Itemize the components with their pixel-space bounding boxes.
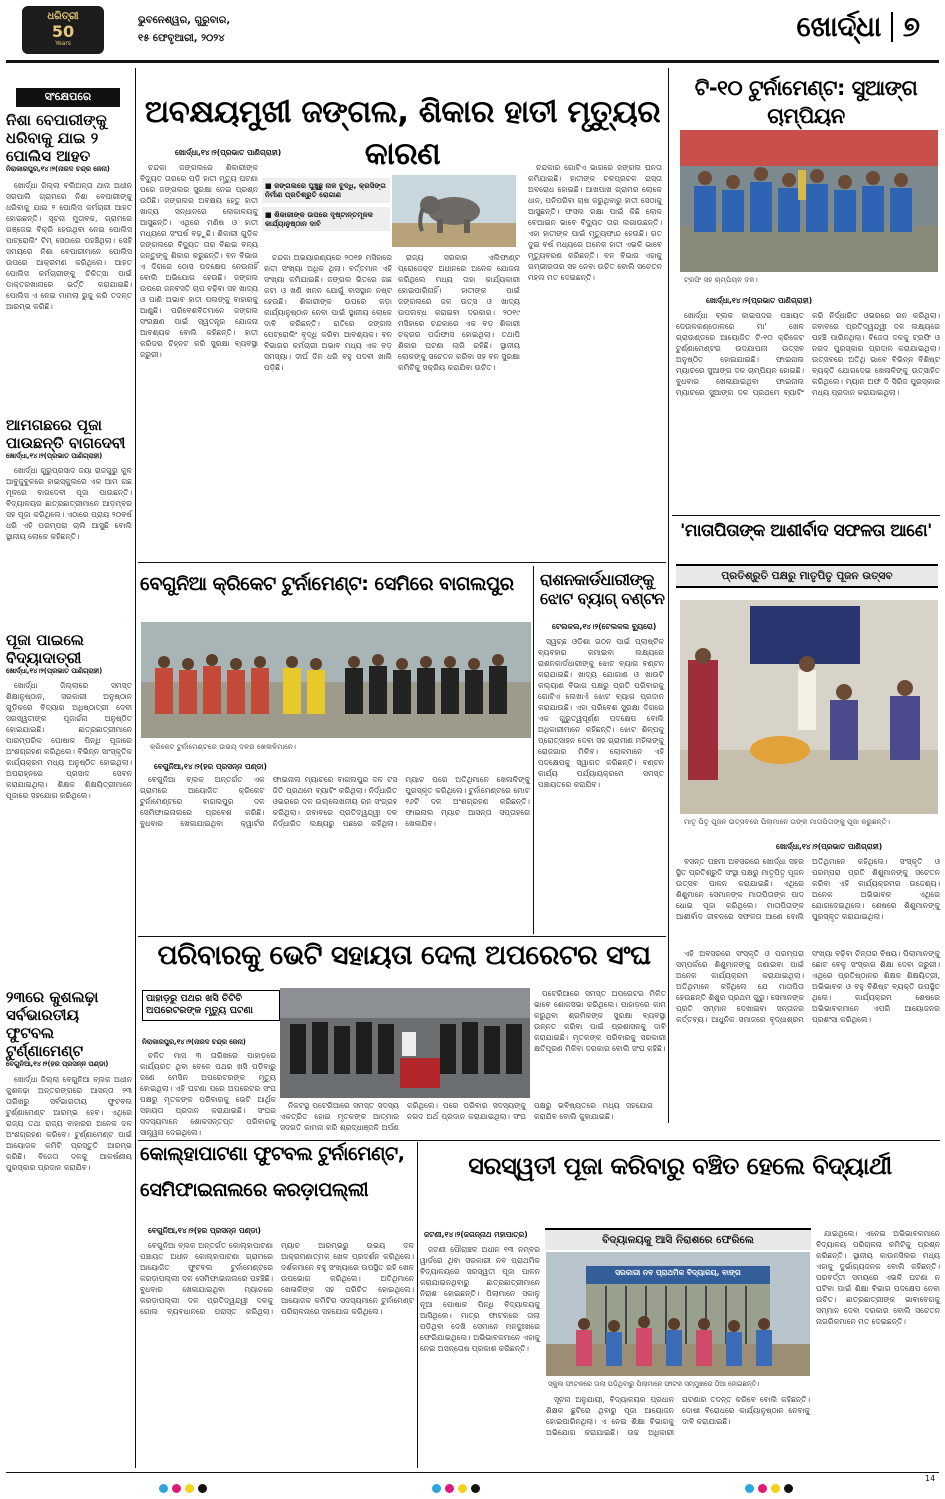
family-photo — [280, 988, 530, 1098]
brief-headline-1: ନିଶା ବେପାରୀଙ୍କୁ ଧରିବାକୁ ଯାଇ ୨ ପୋଲିସ ଆହତ — [6, 110, 107, 165]
saraswati-headline: ସରସ୍ୱତୀ ପୂଜା କରିବାରୁ ବଞ୍ଚିତ ହେଲେ ବିଦ୍ୟାର୍ଥୀ — [468, 1152, 892, 1180]
family-body-1-text: ଚଳିତ ମାସ ୩ ତାରିଖରେ ପାହାଡ଼ରେ କାର୍ଯ୍ୟରତ ଥିବା ବେଳେ ପଥର ଖସି ପଡ଼ିବାରୁ ଜଣେ ମେସିନ ଅପରେଟରଙ୍କ ମୃତ୍ୟୁ ହୋଇଥିଲା। ଏହି ଘଟଣା ପରେ ଅପରେଟର ସଂଘ ପକ୍ଷରୁ ମୃତକଙ୍କ ପରିବାରକୁ ଭେଟି ଆର୍ଥିକ ସହାୟତା ପ୍ରଦାନ କରାଯାଇଛି। ସଂଘର ସଦସ୍ୟମାନେ ଶୋକସନ୍ତପ୍ତ ପରିବାରକୁ ସାନ୍ତ୍ୱନା ଦେଇଥିଲେ। — [140, 1051, 276, 1137]
family-body-3-text: ପଟେରିଆରେ ସମସ୍ତ ଅପରେଟର ମିଳିତ ଭାବେ ଶୋକସଭା କରିଥିଲେ। ପାହାଡ଼ରେ କାମ କରୁଥିବା ଶ୍ରମିକଙ୍କ ସୁରକ୍ଷା ବ୍ୟବସ୍ଥା ଉନ୍ନତ କରିବା ପାଇଁ ପ୍ରଶାସନକୁ ଦାବି କରାଯାଇଛି। ମୃତକଙ୍କ ପରିବାରକୁ ସରକାରୀ କ୍ଷତିପୂରଣ ମିଳିବା ଦରକାର ବୋଲି ସଂଘ କହିଛି। — [534, 989, 666, 1053]
registration-marks — [0, 1484, 945, 1496]
reg-magenta-dot — [172, 1484, 181, 1493]
begunia-body — [140, 774, 530, 934]
brief-body-2-text: ଖୋର୍ଦ୍ଧା ଗୁରୁପ୍ରସାଦ ଜୟା ରାଜଗୁରୁ କୁଳ ଆବୁଜୁବୁଳରେ ହାଇସ୍କୁଲରେ ଏକ ଆମ ଗଛ ମୂଳରେ ବାଗଦେବୀ ପୂଜା ପାଉଛନ୍ତି। ବିଦ୍ୟାଳୟର ଛାତ୍ରଛାତ୍ରୀମାନେ ଆଡ଼ମ୍ବର ସହ ପୂଜା କରିଥିଲେ। ଏଠାରେ ପ୍ରାୟ ୨୦ବର୍ଷ ଧରି ଏହି ପରମ୍ପରା ଚାଲି ଆସୁଛି ବୋଲି ସ୍ଥାନୀୟ ଲୋକେ କହିଛନ୍ତି। — [6, 466, 132, 542]
lead-col-2-text: ଚନ୍ଦକା ଅଭୟାରଣ୍ୟରେ ୨୦୧୭ ମସିହାରେ ହାତୀ ସଂଖ୍ୟା ଅଧିକ ଥିଲା। ବର୍ତ୍ତମାନ ଏହି ସଂଖ୍ୟା କମିଯାଇଛି। ଜଙ୍ଗଲ ଭିତରେ ଗଛ କଟା ଓ ଖଣି ଖନନ ଯୋଗୁଁ ବାସସ୍ଥାନ ନଷ୍ଟ ହେଉଛି। ଶିକାରୀଙ୍କ ଉପରେ କଡ଼ା କାର୍ଯ୍ୟାନୁଷ୍ଠାନ ନେବା ପାଇଁ ସ୍ଥାନୀୟ ଲୋକେ ଦାବି କରିଛନ୍ତି। ରାତିରେ ଜଙ୍ଗଲ ପେଟ୍ରୋଲିଂ ବୃଦ୍ଧି କରିବା ଆବଶ୍ୟକ। ବନ ବିଭାଗର କର୍ମଚାରୀ ଅଭାବ ମଧ୍ୟ ଏକ ବଡ଼ ସମସ୍ୟା। ଦୀର୍ଘ ଦିନ ଧରି ବହୁ ପଦବୀ ଖାଲି ପଡ଼ିଛି। — [264, 253, 392, 372]
lead-col-4 — [528, 162, 662, 557]
saraswati-body-3-text: ଯାଇଥିଲେ। ଏନେଇ ଅଭିଭାବକମାନେ ବିଦ୍ୟାଳୟ ପରିଚାଳନା କମିଟିକୁ ପ୍ରଶ୍ନ କରିଛନ୍ତି। ସ୍ଥାନୀୟ କାଉନସିଲର ମଧ୍ୟ ଏହାକୁ ଦୁର୍ଭାଗ୍ୟଜନକ ବୋଲି କହିଛନ୍ତି। ପରବର୍ତ୍ତୀ ସମୟରେ ଏଭଳି ଘଟଣା ନ ଘଟିବା ପାଇଁ ଶିକ୍ଷା ବିଭାଗ ପଦକ୍ଷେପ ନେବା ଉଚିତ। ଛାତ୍ରଛାତ୍ରୀଙ୍କ ଭାବାବେଗକୁ ସମ୍ମାନ ଦେବା ଦରକାର ବୋଲି ସଚେତନ ନାଗରିକମାନେ ମତ ଦେଇଛନ୍ତି। — [816, 1229, 940, 1326]
cricket-teams-photo — [141, 622, 531, 738]
lead-bullet-1: ■ ଜଙ୍ଗଲରେ ଘୁଞ୍ଚୁଛୁ ନାଳ ବୁଦ୍ଧି, କ୍ରସିଙ୍ଗ ନିର୍ମାଣ ପ୍ରତିଶ୍ରୁତି ରୋଗାଣ — [262, 178, 390, 203]
reg-black-dot-3 — [784, 1484, 793, 1493]
sidebar-label-text: ସଂକ୍ଷେପରେ — [44, 90, 92, 103]
section-box — [783, 4, 933, 50]
family-subhead: ପାହାଡ଼ରୁ ପଥର ଖସି ଚିଟିଚି ଅପରେଟରଙ୍କ ମୃତ୍ୟୁ ଘଟଣା — [142, 990, 280, 1021]
brief-body-4-text: ଖୋର୍ଦ୍ଧା ଜିଲ୍ଲା ବେଗୁନିଆ ବ୍ଲକ ଅଧୀନ କୁଶଳଢ଼ା ଅନ୍ତରଙ୍ଗରେ ଆସନ୍ତା ୨୩ ତାରିଖରୁ ସର୍ବଭାରତୀୟ ଫୁଟବଲ ଟୁର୍ଣ୍ଣାମେଣ୍ଟ ଆରମ୍ଭ ହେବ। ଏଥିରେ ରାଜ୍ୟ ତଥା ରାଜ୍ୟ ବାହାରର ଅନେକ ଦଳ ଅଂଶଗ୍ରହଣ କରିବେ। ଟୁର୍ଣ୍ଣାମେଣ୍ଟ ପାଇଁ ଆୟୋଜକ କମିଟି ପ୍ରସ୍ତୁତି ଆରମ୍ଭ କରିଛି। ବିଜେତା ଦଳକୁ ଆକର୍ଷଣୀୟ ପୁରସ୍କାର ପ୍ରଦାନ କରାଯିବ। — [6, 1074, 132, 1172]
matapita-caption: ମାତୃ ପିତୃ ପୂଜନ ଉତ୍ସବରେ ପିଲାମାନେ ତାଙ୍କ ମାତାପିତାଙ୍କୁ ପୂଜା କରୁଛନ୍ତି। — [684, 817, 890, 826]
family-byline: ନିରାକାରପୁର,୧୪।୨(ନାରଦ ଚନ୍ଦ୍ର ଜେନା) — [142, 1038, 246, 1046]
reg-cyan-dot — [159, 1484, 168, 1493]
saraswati-subhead — [545, 1228, 811, 1250]
sidebar-label — [16, 88, 120, 107]
right-col-rule — [668, 68, 669, 1123]
t10-byline: ଖୋର୍ଦ୍ଧା,୧୪।୨(ପ୍ରଭାତ ପାଣିଗ୍ରାହୀ) — [706, 296, 813, 305]
t10-headline: ଟି-୧୦ ଟୁର୍ନାମେଣ୍ଟ: ସୁଆଙ୍ଗ ଚାମ୍ପିୟନ — [694, 76, 918, 129]
kolhapatna-byline: ବେଗୁନିଆ,୧୪।୨(ହର ପ୍ରସନ୍ନ ପଣ୍ଡା) — [148, 1226, 261, 1235]
matapita-banner-text: ପ୍ରତିଶ୍ରୁତି ପକ୍ଷରୁ ମାତୃପିତୃ ପୂଜନ ଉତ୍ସବ — [721, 570, 893, 582]
lead-col-3 — [398, 252, 520, 557]
reg-cyan-dot-3 — [745, 1484, 754, 1493]
masthead — [0, 0, 945, 62]
place-day: ଭୁବନେଶ୍ୱର, ଗୁରୁବାର, — [138, 15, 231, 26]
anniversary-logo — [22, 6, 104, 54]
matapita-banner — [676, 564, 938, 588]
lead-col-2 — [264, 252, 392, 557]
matapita-byline: ଖୋର୍ଦ୍ଧା,୧୪।୨(ପ୍ରଭାତ ପାଣିଗ୍ରାହୀ) — [776, 842, 883, 851]
lead-col-1 — [140, 162, 258, 557]
puja-ceremony-photo — [680, 600, 938, 814]
family-body-3 — [534, 988, 666, 1136]
begunia-caption: କ୍ରିକେଟ ଟୁର୍ନାମେଣ୍ଟରେ ଉଭୟ ଦଳର ଖେଳାଳିମାନେ। — [150, 742, 297, 751]
saraswati-caption: ସ୍କୁଲ ଫାଟକରେ ତାଲା ପଡ଼ିଥିବାରୁ ପିଲାମାନେ ଫାଟକ ସମ୍ମୁଖରେ ଠିଆ ହୋଇଛନ୍ତି। — [548, 1380, 760, 1388]
elephant-illustration — [392, 175, 516, 247]
brief-byline-4: ବେଗୁନିଆ,୧୪।୨(ହର ପ୍ରସନ୍ନ ପଣ୍ଡା) — [6, 1060, 109, 1069]
logo-text: ଧରିତ୍ରୀ — [47, 11, 79, 22]
begunia-body-text: ବେଗୁନିଆ ବ୍ଲକ ଅନ୍ତର୍ଗତ ଏକ ଗ୍ରାମରେ ଆୟୋଜିତ କ୍ରିକେଟ ଟୁର୍ନାମେଣ୍ଟରେ ବାଗଲପୁର ଦଳ ସେମିଫାଇନାଲରେ ପ୍ରବେଶ କରିଛି। ବୁଧବାର ଖେଳାଯାଇଥିବା କ୍ୱାର୍ଟର ଫାଇନାଲ ମ୍ୟାଚରେ ବାଗଲପୁର ଦଳ ଟସ ଜିତି ପ୍ରଥମେ ବ୍ୟାଟିଂ କରିଥିଲା। ନିର୍ଦ୍ଧାରିତ ଓଭରରେ ଦଳ ଉଲ୍ଲେଖନୀୟ ରନ ସଂଗ୍ରହ କରିଥିଲା। ଜବାବରେ ପ୍ରତିଦ୍ୱନ୍ଦ୍ୱୀ ଦଳ ନିର୍ଦ୍ଧାରିତ ଲକ୍ଷ୍ୟରୁ ପଛରେ ରହିଥିଲା। ମ୍ୟାଚ ପରେ ଅତିଥିମାନେ ଖେଳାଳିଙ୍କୁ ପୁରସ୍କୃତ କରିଥିଲେ। ଟୁର୍ନାମେଣ୍ଟରେ ମୋଟ ୧୬ଟି ଦଳ ଅଂଶଗ୍ରହଣ କରିଛନ୍ତି। ଫାଇନାଲ ମ୍ୟାଚ ଆସନ୍ତା ସପ୍ତାହରେ ଖେଳାଯିବ। — [140, 775, 530, 828]
kolhapatna-headline-1: କୋଲ୍ହାପାଟଣା ଫୁଟବଲ ଟୁର୍ନାମେଣ୍ଟ, — [140, 1143, 405, 1165]
sidebar-rule — [135, 68, 136, 1468]
begunia-byline: ବେଗୁନିଆ,୧୪।୨(ହର ପ୍ରସନ୍ନ ପଣ୍ଡା) — [154, 762, 267, 771]
saraswati-byline: ଜଟଣୀ,୧୪।୨(ଜଗନ୍ନାଥ ମହାପାତ୍ର) — [424, 1230, 528, 1239]
family-body-1 — [140, 1050, 276, 1136]
masthead-rule — [6, 60, 939, 63]
kolhapatna-right-rule — [417, 1142, 418, 1468]
ration-byline: ଟେଲକଲ,୧୪।୨(ଟେଲକଲ ବ୍ୟୁରୋ) — [552, 622, 657, 631]
t10-photo — [680, 130, 938, 272]
lead-bullet-2: ■ ଶିକାରୀଙ୍କ ଉପରେ ଦୃଷ୍ଟାନ୍ତମୂଳକ କାର୍ଯ୍ୟାନୁଷ୍ଠାନ ଦାବି — [262, 207, 390, 232]
section-name: ଖୋର୍ଦ୍ଧା — [796, 10, 881, 44]
family-headline: ପରିବାରକୁ ଭେଟି ସହାୟତା ଦେଲା ଅପରେଟର ସଂଘ — [157, 940, 651, 971]
brief-headline-4: ୨୩ରେ କୁଶଲଢ଼ା ସର୍ବଭାରତୀୟ ଫୁଟବଲ ଟୁର୍ଣ୍ଣାମେଣ୍ଟ — [6, 988, 99, 1061]
reg-yellow-dot-2 — [458, 1484, 467, 1493]
lead-col-4-text: ଚନ୍ଦକାର ଗୋଟିଏ ଭାଗରେ ଜଙ୍ଗଲ ଘନତା କମିଯାଇଛି। ହାତୀଙ୍କ ଚଳପ୍ରଚଳ ରାସ୍ତା ଅବରୋଧ ହୋଇଛି। ଆଖପାଖ ଗ୍ରାମର ଲୋକେ ଧାନ, ପନିପରିବା ଚାଷ କରୁଥିବାରୁ ହାତୀ ସେଠାକୁ ଆସୁଛନ୍ତି। ଫସଲ ରକ୍ଷା ପାଇଁ କିଛି ଲୋକ ବେଆଇନ ଭାବେ ବିଦ୍ୟୁତ ତାର ଲଗାଉଛନ୍ତି। ଏହା ହାତୀଙ୍କ ପାଇଁ ମୃତ୍ୟୁଫାନ୍ଦ ହେଉଛି। ଗତ ଦୁଇ ବର୍ଷ ମଧ୍ୟରେ ଅନେକ ହାତୀ ଏଭଳି ଭାବେ ମୃତ୍ୟୁବରଣ କରିଛନ୍ତି। ବନ ବିଭାଗ ଏହାକୁ ଗମ୍ଭୀରତାର ସହ ନେବା ଉଚିତ ବୋଲି ସଚେତନ ମହଲ ମତ ଦେଇଛନ୍ତି। — [528, 163, 662, 282]
t10-body — [676, 310, 940, 510]
saraswati-body-1-text: ଜଟଣୀ ପୌରାଞ୍ଚଳ ଅଧୀନ ୧୩ ନମ୍ବର ୱାର୍ଡରେ ଥିବା ସରକାରୀ ନବ ପ୍ରାଥମିକ ବିଦ୍ୟାଳୟରେ ସରସ୍ୱତୀ ପୂଜା ପାଳନ କରାଯାଇନଥିବାରୁ ଛାତ୍ରଛାତ୍ରୀମାନେ ନିରାଶ ହୋଇଛନ୍ତି। ପିଲାମାନେ ସକାଳୁ ନୂଆ ପୋଷାକ ପିନ୍ଧି ବିଦ୍ୟାଳୟକୁ ଆସିଥିଲେ। ମାତ୍ର ଫାଟକରେ ତାଲା ପଡ଼ିଥିବା ଦେଖି ସେମାନେ ମନଦୁଃଖରେ ଫେରିଯାଇଥିଲେ। ଅଭିଭାବକମାନେ ଏହାକୁ ନେଇ ଅସନ୍ତୋଷ ପ୍ରକାଶ କରିଛନ୍ତି। — [420, 1245, 540, 1353]
ration-body — [538, 636, 664, 934]
lead-bullet-1-text: ଜଙ୍ଗଲରେ ଘୁଞ୍ଚୁଛୁ ନାଳ ବୁଦ୍ଧି, କ୍ରସିଙ୍ଗ ନିର୍ମାଣ ପ୍ରତିଶ୍ରୁତି ରୋଗାଣ — [265, 181, 386, 200]
matapita-headline: 'ମାତାପିତାଙ୍କ ଆଶୀର୍ବାଦ ସଫଳତା ଆଣେ' — [680, 521, 932, 541]
lead-bottom-rule — [138, 562, 666, 563]
brief-headline-3: ପୂଜା ପାଇଲେ ବିଦ୍ୟାଦାତ୍ରୀ — [6, 631, 84, 668]
saraswati-subhead-text: ବିଦ୍ୟାଳୟକୁ ଆସି ନିରାଶରେ ଫେରିଲେ — [602, 1234, 754, 1246]
saraswati-body-2 — [546, 1394, 810, 1468]
reg-magenta-dot-3 — [758, 1484, 767, 1493]
saraswati-photo — [546, 1252, 810, 1376]
lead-headline: ଅବକ୍ଷୟମୁଖୀ ଜଙ୍ଗଲ, ଶିକାର ହାତୀ ମୃତ୍ୟୁର କାରଣ — [144, 94, 661, 172]
section-divider — [891, 12, 893, 42]
reg-black-dot — [198, 1484, 207, 1493]
lead-col-3-text: ରାଜ୍ୟ ସରକାର ଏଲିଫାଣ୍ଟ ପ୍ରୋଜେକ୍ଟ ଅଧୀନରେ ଅନେକ ଯୋଜନା କରିଥିଲେ ମଧ୍ୟ ତାହା କାର୍ଯ୍ୟକାରୀ ହୋଇପାରିନାହିଁ। ହାତୀଙ୍କ ପାଇଁ ଜଙ୍ଗଲରେ ଜଳ ଉତ୍ସ ଓ ଖାଦ୍ୟ ଉପଲବ୍ଧ କରାଇବା ଦରକାର। ୨୦୧୯ ମସିହାରେ ଚନ୍ଦକାରେ ଏକ ବଡ଼ ଶିକାରୀ ଚକ୍ରର ପର୍ଦ୍ଦାଫାସ ହୋଇଥିଲା। ତଥାପି ଶିକାର ଘଟଣା ଲାଗି ରହିଛି। ସ୍ଥାନୀୟ ଲୋକଙ୍କୁ ସଚେତନ କରିବା ସହ ବନ ସୁରକ୍ଷା କମିଟିକୁ ସକ୍ରିୟ କରାଯିବା ଉଚିତ। — [398, 253, 520, 372]
saraswati-body-3 — [816, 1228, 940, 1468]
matapita-photo — [680, 600, 938, 814]
reg-magenta-dot-2 — [445, 1484, 454, 1493]
brief-body-3 — [6, 680, 132, 980]
begunia-photo — [141, 622, 531, 738]
begunia-right-rule — [533, 566, 534, 934]
begunia-headline: ବେଗୁନିଆ କ୍ରିକେଟ ଟୁର୍ନାମେଣ୍ଟ: ସେମିରେ ବାଗଲପୁର — [140, 573, 514, 595]
lead-bullet-2-text: ଶିକାରୀଙ୍କ ଉପରେ ଦୃଷ୍ଟାନ୍ତମୂଳକ କାର୍ଯ୍ୟାନୁଷ୍ଠାନ ଦାବି — [265, 209, 374, 229]
lead-col-1-text: ଚନ୍ଦକା ଜଙ୍ଗଲରେ ଶିକାରୀଙ୍କ ବିଦ୍ୟୁତ ତାରରେ ପଡ଼ି ହାତୀ ମୃତ୍ୟୁ ଘଟଣା ପରେ ଜଙ୍ଗଲର ସୁରକ୍ଷା ନେଇ ପ୍ରଶ୍ନ ଉଠିଛି। ଜଙ୍ଗଲର ଅବକ୍ଷୟ ହେତୁ ହାତୀ ଖାଦ୍ୟ ସନ୍ଧାନରେ ଲୋକାଳୟକୁ ଆସୁଛନ୍ତି। ଏଥିରେ ମଣିଷ ଓ ହାତୀ ମଧ୍ୟରେ ସଂଘର୍ଷ ବଢ଼ୁଛି। ଶିକାରୀ ଗୁଡ଼ିକ ଜଙ୍ଗଲରେ ବିଦ୍ୟୁତ ତାର ବିଛାଇ ବନ୍ୟ ଜନ୍ତୁଙ୍କୁ ଶିକାର କରୁଛନ୍ତି। ବନ ବିଭାଗ ଏ ଦିଗରେ ଠୋସ ପଦକ୍ଷେପ ନେଉନାହିଁ ବୋଲି ଅଭିଯୋଗ ହେଉଛି। ଜଙ୍ଗଲ ଉପରେ ଜନବସତି ଚାପ ବଢ଼ିବା ସହ ଖାଦ୍ୟ ଓ ପାଣି ଅଭାବ ହାତୀ ପଲଙ୍କୁ ବାହାରକୁ ଆଣୁଛି। ପରିବେଶବିତମାନେ ଜଙ୍ଗଲ ସଂରକ୍ଷଣ ପାଇଁ ସ୍ୱତନ୍ତ୍ର ଯୋଜନା ଆବଶ୍ୟକ ବୋଲି କହିଛନ୍ତି। ହାତୀ କରିଡର ଚିହ୍ନଟ କରି ସୁରକ୍ଷା ବ୍ୟବସ୍ଥା ଜରୁରୀ। — [140, 163, 258, 359]
saraswati-body-1 — [420, 1244, 540, 1468]
brief-byline-1: ନିରାକାରପୁର,୧୪।୨(ନାରଦ ଚନ୍ଦ୍ର ଜେନା) — [6, 164, 110, 173]
family-body-2 — [280, 1100, 653, 1136]
brief-body-1-text: ଖୋର୍ଦ୍ଧା ଜିଲ୍ଲା ବଲିଅନ୍ତା ଥାନା ଅଧୀନ ସରପାଲି ଗ୍ରାମରେ ନିଶା ବେପାରୀଙ୍କୁ ଧରିବାକୁ ଯାଇ ୨ ପୋଲିସ କର୍ମଚାରୀ ଆହତ ହୋଇଛନ୍ତି। ସୂଚନା ମୁତାବକ, ଗ୍ରାମରେ ଗଞ୍ଜେଇ ବିକ୍ରି ହେଉଥିବା ନେଇ ପୋଲିସ ପାଟ୍ରୋଲିଂ ଟିମ୍ ସେଠାରେ ପହଞ୍ଚିଥିଲା। ସେହି ସମୟରେ ନିଶା ବେପାରୀମାନେ ପୋଲିସ ଉପରେ ଆକ୍ରମଣ କରିଥିଲେ। ଆହତ ପୋଲିସ କର୍ମଚାରୀଙ୍କୁ ଚିକିତ୍ସା ପାଇଁ ଡାକ୍ତରଖାନାରେ ଭର୍ତ୍ତି କରାଯାଇଛି। ପୋଲିସ ଏ ନେଇ ମାମଲା ରୁଜୁ କରି ତଦନ୍ତ ଆରମ୍ଭ କରିଛି। — [6, 181, 132, 312]
sanskriti-body — [676, 948, 940, 1136]
brief-body-2 — [6, 465, 132, 625]
brief-body-3-text: ଖୋର୍ଦ୍ଧା ଜିଲ୍ଲାରେ ସମସ୍ତ ଶିକ୍ଷାନୁଷ୍ଠାନ, ସରକାରୀ ଅନୁଷ୍ଠାନ ଗୁଡ଼ିକରେ ବିଦ୍ୟାର ଅଧିଷ୍ଠାତ୍ରୀ ଦେବୀ ସରସ୍ୱତୀଙ୍କ ପୂଜାର୍ଚ୍ଚନା ଅନୁଷ୍ଠିତ ହୋଇଯାଇଛି। ଛାତ୍ରଛାତ୍ରୀମାନେ ପାରମ୍ପରିକ ପୋଷାକ ପିନ୍ଧି ପୂଜାରେ ଅଂଶଗ୍ରହଣ କରିଥିଲେ। ବିଭିନ୍ନ ସାଂସ୍କୃତିକ କାର୍ଯ୍ୟକ୍ରମ ମଧ୍ୟ ଅନୁଷ୍ଠିତ ହୋଇଥିଲା। ଅପରାହ୍ନରେ ପ୍ରସାଦ ସେବନ କରାଯାଇଥିଲା। ଶିକ୍ଷକ ଶିକ୍ଷୟିତ୍ରୀମାନେ ପୂଜାରେ ସହଯୋଗ କରିଥିଲେ। — [6, 681, 132, 801]
family-top-rule — [138, 936, 666, 937]
kolhapatna-headline-2: ସେମିଫାଇନାଲରେ କରଡ଼ାପଲ୍ଲୀ — [140, 1179, 369, 1201]
lead-bullets — [262, 178, 390, 231]
family-body-2-text: ନିକଟସ୍ଥ ପଟେରିଆରେ ସମସ୍ତ ସଦସ୍ୟ ଏକତ୍ରିତ ହୋଇ ମୃତକଙ୍କ ଆତ୍ମାର ସଦଗତି କାମନା କରି ଶ୍ରଦ୍ଧାଞ୍ଜଳି ଅର୍ପଣ କରିଥିଲେ। ପରେ ପରିବାର ସଦସ୍ୟଙ୍କୁ ନଗଦ ଅର୍ଥ ପ୍ରଦାନ କରାଯାଇଥିଲା। ସଂଘ ପକ୍ଷରୁ ଭବିଷ୍ୟତରେ ମଧ୍ୟ ସହଯୋଗ କରାଯିବ ବୋଲି କୁହାଯାଇଛି। — [280, 1101, 653, 1132]
sanskriti-body-text: ଏହି ଅବସରରେ ସଂସ୍କୃତି ଓ ପରମ୍ପରା ସମ୍ପର୍କରେ ଶିଶୁମାନଙ୍କୁ ଜଣାଇବା ପାଇଁ ଅନେକ କାର୍ଯ୍ୟକ୍ରମ କରାଯାଇଥିଲା। ଅତିଥିମାନେ କହିଥିଲେ ଯେ ମାତାପିତା ହେଉଛନ୍ତି ଶିଶୁର ପ୍ରଥମ ଗୁରୁ। ସେମାନଙ୍କ ପ୍ରତି ସମ୍ମାନ ଦେଖାଇବା ସନ୍ତାନର କର୍ତ୍ତବ୍ୟ। ଆଧୁନିକ ସମାଜରେ ବୃଦ୍ଧାଶ୍ରମ ସଂଖ୍ୟା ବଢ଼ିବା ଚିନ୍ତାର ବିଷୟ। ପିଲାମାନଙ୍କୁ ଛୋଟ ବେଳୁ ସଂସ୍କାର ଶିକ୍ଷା ଦେବା ଜରୁରୀ। ଏଥିରେ ପ୍ରତିଷ୍ଠାନର ଶିକ୍ଷକ ଶିକ୍ଷୟିତ୍ରୀ, ଅଭିଭାବକ ଓ ବହୁ ବିଶିଷ୍ଟ ବ୍ୟକ୍ତି ଉପସ୍ଥିତ ଥିଲେ। କାର୍ଯ୍ୟକ୍ରମ ଶେଷରେ ଅଭିଭାବକମାନେ ଏପରି ଆୟୋଜନର ପ୍ରଶଂସା କରିଥିଲେ। — [676, 949, 940, 1024]
logo-years: 50 — [51, 21, 75, 41]
brief-body-1 — [6, 180, 132, 410]
matapita-body-text: ବସନ୍ତ ପଞ୍ଚମୀ ଅବସରରେ ଖୋର୍ଦ୍ଧା ସହର ସ୍ଥିତ ପ୍ରତିଶ୍ରୁତି ସଂସ୍ଥା ପକ୍ଷରୁ ମାତୃପିତୃ ପୂଜନ ଉତ୍ସବ ପାଳନ କରାଯାଇଛି। ଏଥିରେ ଶିଶୁମାନେ ସେମାନଙ୍କ ମାତାପିତାଙ୍କ ପାଦ ଧୋଇ ପୂଜା କରିଥିଲେ। ମାତାପିତାଙ୍କ ଆଶୀର୍ବାଦ ଜୀବନରେ ସଫଳତା ଆଣେ ବୋଲି ଅତିଥିମାନେ କହିଥିଲେ। ସଂସ୍କୃତି ଓ ପରମ୍ପରା ପ୍ରତି ଶିଶୁମାନଙ୍କୁ ସଚେତନ କରିବା ଏହି କାର୍ଯ୍ୟକ୍ରମର ଉଦ୍ଦେଶ୍ୟ। ଅନେକ ଅଭିଭାବକ ଏଥିରେ ଯୋଗଦେଇଥିଲେ। ଶେଷରେ ଶିଶୁମାନଙ୍କୁ ପୁରସ୍କୃତ କରାଯାଇଥିଲା। — [676, 857, 940, 921]
brief-byline-2: ଖୋର୍ଦ୍ଧା,୧୪।୨(ପ୍ରଭାତ ପାଣିଗ୍ରାହୀ) — [6, 452, 103, 461]
matapita-body — [676, 856, 940, 946]
brief-headline-2: ଆମଗଛରେ ପୂଜା ପାଉଛନ୍ତି ବାଗଦେବୀ — [6, 416, 126, 453]
reg-yellow-dot-3 — [771, 1484, 780, 1493]
t10-bottom-rule — [672, 515, 940, 516]
page-number: ୭ — [902, 10, 920, 44]
saraswati-body-2-text: ସୂଚନା ଅନୁଯାୟୀ, ବିଦ୍ୟାଳୟର ପ୍ରଧାନ ଶିକ୍ଷକ ଛୁଟିରେ ଥିବାରୁ ପୂଜା ଆୟୋଜନ ହୋଇପାରିନଥିଲା। ଏ ନେଇ ଶିକ୍ଷା ବିଭାଗକୁ ଅଭିଯୋଗ କରାଯାଇଛି। ଉଚ୍ଚ ଅଧିକାରୀ ଘଟଣାର ତଦନ୍ତ କରିବେ ବୋଲି କହିଛନ୍ତି। ଦୋଷୀ ବିରୋଧରେ କାର୍ଯ୍ୟାନୁଷ୍ଠାନ ନେବାକୁ ଦାବି କରାଯାଇଛି। — [546, 1395, 810, 1437]
t10-caption: ଟ୍ରଫି ସହ ଚାମ୍ପିୟନ ଦଳ। — [684, 275, 758, 284]
team-trophy-photo — [680, 130, 938, 272]
logo-sub: Years — [55, 39, 71, 47]
reg-black-dot-2 — [471, 1484, 480, 1493]
bottom-section-rule — [138, 1140, 940, 1141]
issue-date: ୧୫ ଫେବୃଆରୀ, ୨୦୨୪ — [138, 32, 225, 44]
footer-page-mark: 14 — [925, 1474, 936, 1483]
dateline — [138, 14, 230, 45]
elephant-photo — [392, 175, 516, 247]
ration-headline: ରାଶନକାର୍ଡଧାରୀଙ୍କୁ ଝୋଟ ବ୍ୟାଗ୍ ବଣ୍ଟନ — [540, 570, 665, 609]
lead-byline: ଖୋର୍ଦ୍ଧା,୧୪।୨(ପ୍ରଭାତ ପାଣିଗ୍ରାହୀ) — [175, 148, 282, 157]
sidebar — [6, 66, 132, 1471]
brief-byline-3: ଖୋର୍ଦ୍ଧା,୧୪।୨(ପ୍ରଭାତ ପାଣିଗ୍ରାହୀ) — [6, 667, 103, 676]
footer-rule — [6, 1472, 939, 1473]
t10-body-text: ଖୋର୍ଦ୍ଧା ବ୍ଲକ କାଇପଦର ପଞ୍ଚାୟତ ଦେଉଳକଣ୍ଡୋଳରେ ମା' ଖେଳ ଗ୍ରାଉଣ୍ଡରେ ଆୟୋଜିତ ଟି-୧୦ କ୍ରିକେଟ ଟୁର୍ଣ୍ଣାମେଣ୍ଟର ଉଦଯାପନୀ ଉତ୍ସବ ଅନୁଷ୍ଠିତ ହୋଇଯାଇଛି। ଫାଇନାଲ ମ୍ୟାଚରେ ସୁଆଙ୍ଗ ଦଳ ଚାମ୍ପିୟନ ହୋଇଛି। ବୁଧବାର ଖେଳାଯାଇଥିବା ଫାଇନାଲ ମ୍ୟାଚରେ ସୁଆଙ୍ଗ ଦଳ ପ୍ରଥମେ ବ୍ୟାଟିଂ କରି ନିର୍ଦ୍ଧାରିତ ଓଭରରେ ରନ କରିଥିଲା। ଜବାବରେ ପ୍ରତିଦ୍ୱନ୍ଦ୍ୱୀ ଦଳ ଲକ୍ଷ୍ୟରେ ପହଞ୍ଚି ପାରିନଥିଲା। ବିଜେତା ଦଳକୁ ଟ୍ରଫି ଓ ନଗଦ ପୁରସ୍କାର ପ୍ରଦାନ କରାଯାଇଥିଲା। ଉତ୍ସବରେ ଅତିଥି ଭାବେ ବିଭିନ୍ନ ବିଶିଷ୍ଟ ବ୍ୟକ୍ତି ଯୋଗଦେଇ ଖେଳାଳିଙ୍କୁ ଉତ୍ସାହିତ କରିଥିଲେ। ମ୍ୟାନ ଅଫ ଦି ସିରିଜ ପୁରସ୍କାର ମଧ୍ୟ ପ୍ରଦାନ କରାଯାଇଥିଲା। — [676, 311, 940, 397]
reg-cyan-dot-2 — [432, 1484, 441, 1493]
ration-body-text: ସ୍ୱଚ୍ଛ ଓଡ଼ିଶା ଗଠନ ପାଇଁ ପ୍ଲାଷ୍ଟିକ ବ୍ୟବହାର କମାଇବା ଲକ୍ଷ୍ୟରେ ରାଶନକାର୍ଡଧାରୀଙ୍କୁ ଝୋଟ ବ୍ୟାଗ ବଣ୍ଟନ କରାଯାଇଛି। ଖାଦ୍ୟ ଯୋଗାଣ ଓ ଖାଉଟି କଲ୍ୟାଣ ବିଭାଗ ପକ୍ଷରୁ ପ୍ରତି ପରିବାରକୁ ଗୋଟିଏ ଲେଖାଏଁ ଝୋଟ ବ୍ୟାଗ ପ୍ରଦାନ କରାଯାଉଛି। ଏହା ପରିବେଶ ସୁରକ୍ଷା ଦିଗରେ ଏକ ଗୁରୁତ୍ୱପୂର୍ଣ୍ଣ ପଦକ୍ଷେପ ବୋଲି ଅଧିକାରୀମାନେ କହିଛନ୍ତି। ଝୋଟ ଶିଳ୍ପକୁ ପ୍ରୋତ୍ସାହନ ଦେବା ସହ ଗ୍ରାମୀଣ ମହିଳାଙ୍କୁ ରୋଜଗାର ମିଳିବ। ଲୋକମାନେ ଏହି ପଦକ୍ଷେପକୁ ସ୍ୱାଗତ କରିଛନ୍ତି। ବଣ୍ଟନ କାର୍ଯ୍ୟ ପର୍ଯ୍ୟାୟକ୍ରମେ ସମସ୍ତ ପଞ୍ଚାୟତରେ କରାଯିବ। — [538, 637, 664, 789]
kolhapatna-body — [140, 1240, 414, 1468]
brief-body-4 — [6, 1074, 132, 1404]
condolence-meeting-photo — [280, 988, 530, 1098]
reg-yellow-dot — [185, 1484, 194, 1493]
school-sign: ସରକାରୀ ନବ ପ୍ରାଥମିକ ବିଦ୍ୟାଳୟ, ବାଙ୍ଗ — [615, 1268, 741, 1277]
kolhapatna-body-text: ବେଗୁନିଆ ବ୍ଲକ ଅନ୍ତର୍ଗତ କୋଲ୍ହାପାଟଣା ପଞ୍ଚାୟତ ଅଧୀନ କୋଲ୍ହାପାଟଣା ଗ୍ରାମରେ ଆୟୋଜିତ ଫୁଟବଲ ଟୁର୍ନାମେଣ୍ଟରେ କରଡ଼ାପଲ୍ଲୀ ଦଳ ସେମିଫାଇନାଲରେ ପହଞ୍ଚିଛି। ବୁଧବାର ଖେଳାଯାଇଥିବା ମ୍ୟାଚରେ କରଡ଼ାପଲ୍ଲୀ ଦଳ ପ୍ରତିଦ୍ୱନ୍ଦ୍ୱୀ ଦଳକୁ ଗୋଲ ବ୍ୟବଧାନରେ ପରାସ୍ତ କରିଥିଲା। ମ୍ୟାଚ ଆରମ୍ଭରୁ ଉଭୟ ଦଳ ଆକ୍ରମଣାତ୍ମକ ଖେଳ ପ୍ରଦର୍ଶନ କରିଥିଲେ। ଦର୍ଶକମାନେ ବହୁ ସଂଖ୍ୟାରେ ଉପସ୍ଥିତ ରହି ଖେଳ ଉପଭୋଗ କରିଥିଲେ। ଅତିଥିମାନେ ଖେଳାଳିଙ୍କ ସହ ପରିଚିତ ହୋଇଥିଲେ। ଆୟୋଜକ କମିଟିର ସଦସ୍ୟମାନେ ଟୁର୍ନାମେଣ୍ଟ ପରିଚାଳନାରେ ସହଯୋଗ କରିଥିଲେ। — [140, 1241, 414, 1316]
